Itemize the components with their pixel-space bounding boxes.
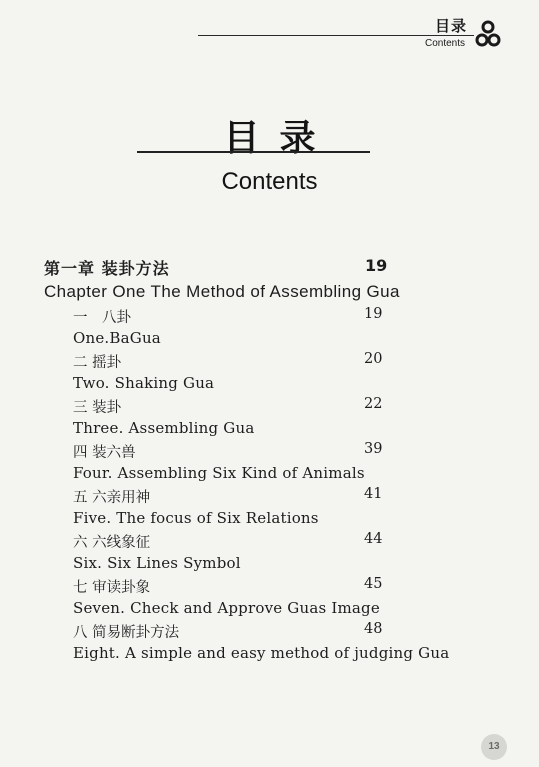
page-title-cn: 目录 — [223, 118, 336, 159]
section-page-number: 20 — [364, 351, 383, 367]
running-header-title-en: Contents — [424, 38, 465, 49]
section-title-cn[interactable]: 三 装卦 — [73, 400, 122, 416]
section-title-cn[interactable]: 七 审读卦象 — [73, 580, 151, 596]
section-page-number: 44 — [364, 531, 383, 547]
chapter-title-cn[interactable]: 第一章 装卦方法 — [44, 259, 170, 278]
section-title-en[interactable]: Four. Assembling Six Kind of Animals — [73, 464, 365, 482]
section-title-cn[interactable]: 二 摇卦 — [73, 355, 122, 371]
section-title-en[interactable]: Five. The focus of Six Relations — [73, 509, 319, 527]
section-page-number: 41 — [364, 486, 383, 502]
section-title-en[interactable]: Eight. A simple and easy method of judging Gua — [73, 644, 450, 662]
section-title-cn[interactable]: 一 八卦 — [73, 310, 131, 326]
page-number-badge: 13 — [481, 734, 507, 760]
section-title-cn[interactable]: 六 六线象征 — [73, 535, 151, 551]
section-page-number: 19 — [364, 306, 383, 322]
section-page-number: 22 — [364, 396, 383, 412]
chapter-page-number: 19 — [365, 256, 388, 275]
section-title-en[interactable]: Seven. Check and Approve Guas Image — [73, 599, 380, 617]
section-page-number: 48 — [364, 621, 383, 637]
section-title-cn[interactable]: 四 装六兽 — [73, 445, 136, 461]
chapter-title-en[interactable]: Chapter One The Method of Assembling Gua — [44, 282, 400, 301]
section-title-en[interactable]: Three. Assembling Gua — [73, 419, 255, 437]
section-page-number: 45 — [364, 576, 383, 592]
section-title-cn[interactable]: 五 六亲用神 — [73, 490, 151, 506]
running-header-title-cn: 目录 — [434, 17, 467, 35]
section-page-number: 39 — [364, 441, 383, 457]
page-title-en: Contents — [221, 168, 318, 195]
section-title-en[interactable]: Two. Shaking Gua — [73, 374, 215, 392]
section-title-cn[interactable]: 八 简易断卦方法 — [73, 625, 180, 641]
section-title-en[interactable]: One.BaGua — [73, 329, 161, 347]
section-title-en[interactable]: Six. Six Lines Symbol — [73, 554, 241, 572]
